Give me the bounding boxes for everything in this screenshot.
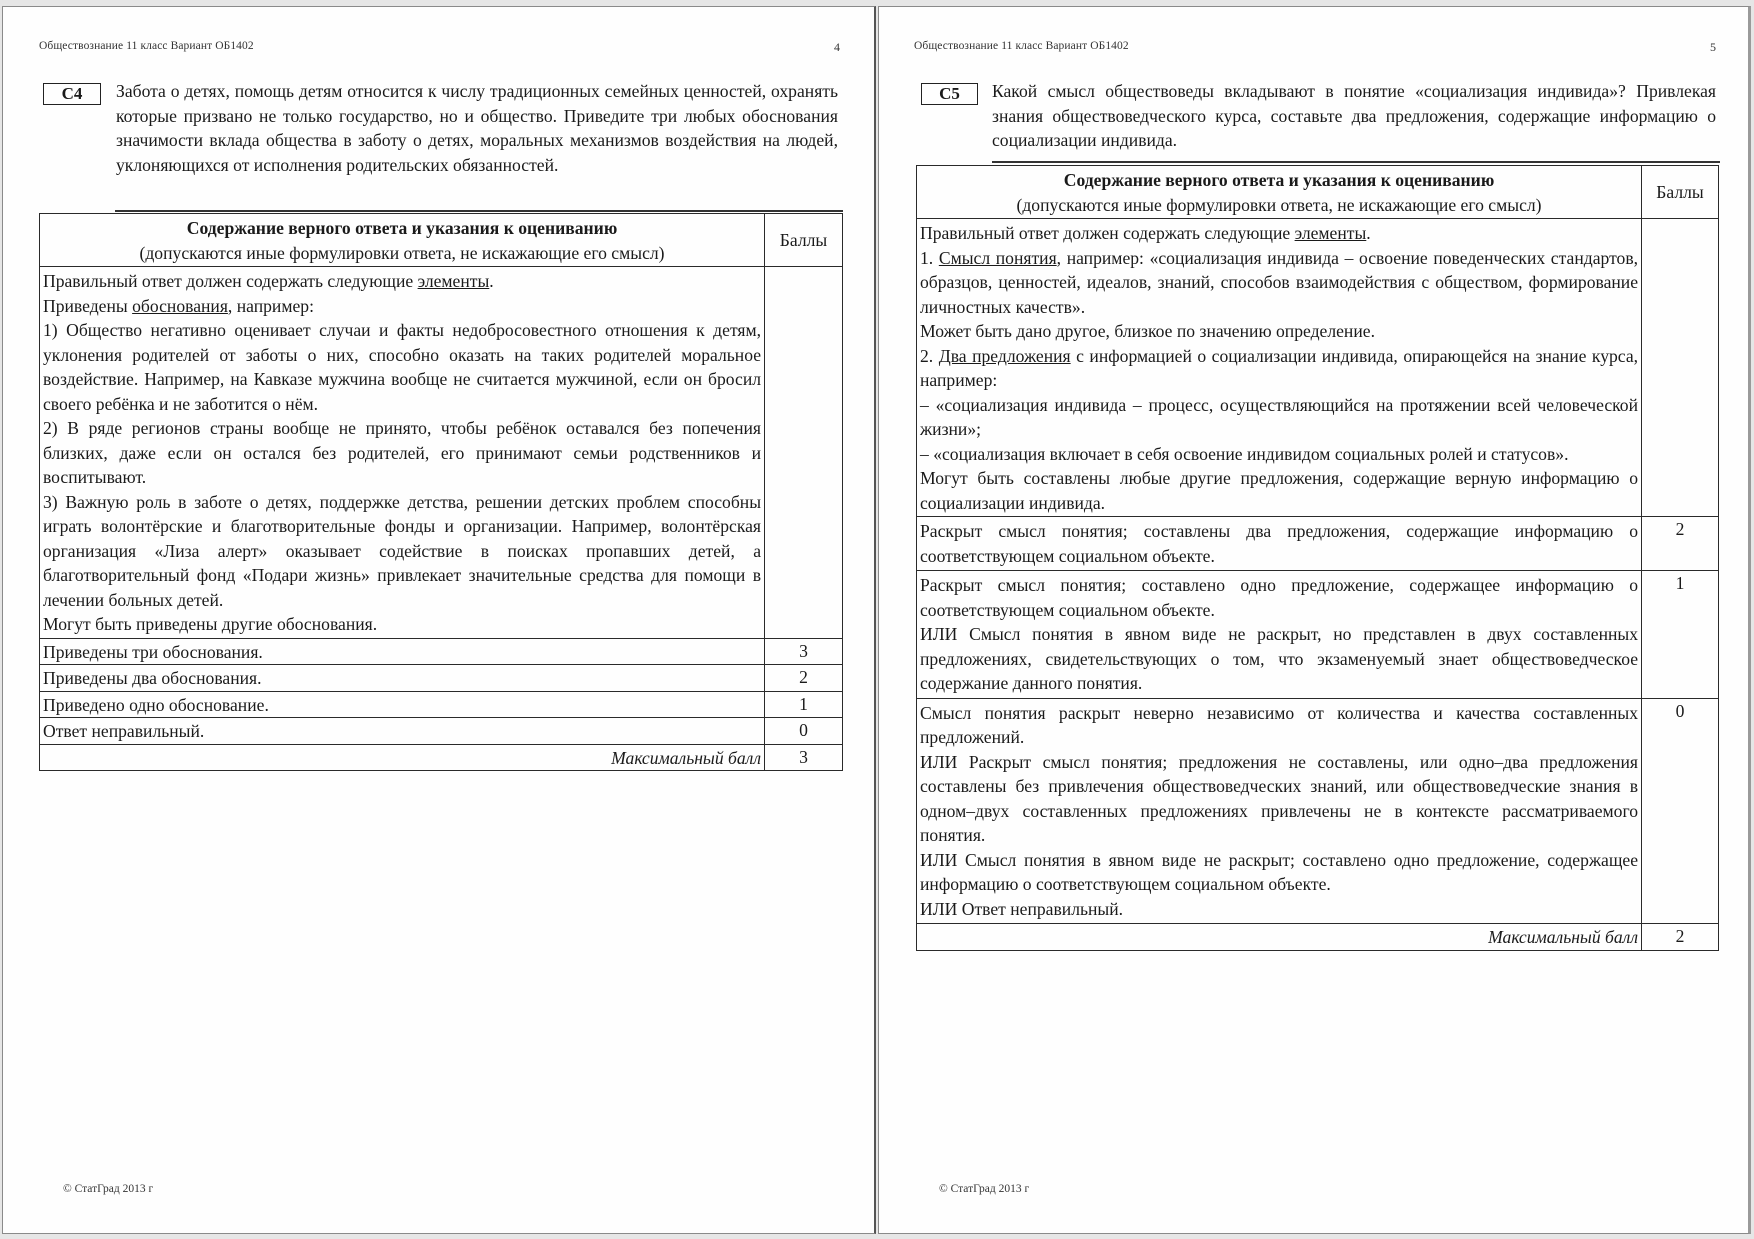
element-text: с информацией о социализации индивида, опирающейся на знание курса, например:: [920, 345, 1639, 390]
task-label: С4: [43, 83, 101, 105]
header-content-cell: [40, 214, 765, 267]
score-cell: 0: [1642, 698, 1719, 924]
table-row-answer-content: [917, 219, 1719, 517]
criterion-cell: [917, 698, 1642, 924]
answer-content-cell: [40, 267, 765, 639]
intro-suffix: .: [489, 271, 494, 291]
criterion-cell: Приведены два обоснования.: [40, 665, 765, 692]
intro-line: [920, 221, 1638, 246]
table-row: [40, 718, 843, 745]
example-sentence: – «социализация индивида – процесс, осуществляющийся на протяжении всей человеческой жизни»;: [920, 394, 1639, 439]
element-1-note: Может быть дано другое, близкое по значению определение.: [920, 321, 1375, 341]
table-header-row: [917, 166, 1719, 219]
table-row: [40, 638, 843, 665]
intro-suffix: .: [1366, 223, 1371, 243]
header-title: Содержание верного ответа и указания к оцениванию: [1063, 170, 1495, 190]
criterion-cell: Ответ неправильный.: [40, 718, 765, 745]
closing-note: Могут быть приведены другие обоснования.: [43, 614, 378, 634]
grading-table: [916, 165, 1719, 951]
closing-note: Могут быть составлены любые другие предложения, содержащие верную информацию о социализации индивида.: [920, 468, 1639, 513]
page-number: 5: [1710, 40, 1716, 54]
task-label: С5: [921, 83, 978, 105]
table-row: [917, 571, 1719, 699]
empty-score-cell: [1642, 219, 1719, 517]
page-number: 4: [834, 40, 840, 54]
max-score-label: Максимальный балл: [40, 744, 765, 771]
criterion-text: Смысл понятия раскрыт неверно независимо от количества и качества составленных предложений.: [920, 702, 1639, 747]
element-2: [920, 344, 1638, 393]
intro-keyword: элементы: [1294, 223, 1367, 243]
score-cell: 2: [1642, 517, 1719, 571]
header-score: Баллы: [765, 214, 843, 267]
table-row: [40, 691, 843, 718]
lead-line: [43, 294, 761, 319]
table-row-max-score: [917, 924, 1719, 951]
header-subtitle: (допускаются иные формулировки ответа, не искажающие его смысл): [139, 242, 665, 263]
answer-content-cell: [917, 219, 1642, 517]
document-page-4: [2, 6, 876, 1234]
document-page-5: [878, 6, 1751, 1234]
score-cell: 2: [765, 665, 843, 692]
intro-text: Правильный ответ должен содержать следующие: [43, 271, 418, 291]
criterion-text: ИЛИ Ответ неправильный.: [920, 898, 1124, 919]
criterion-text: Раскрыт смысл понятия; составлено одно предложение, содержащее информацию о соответствующем социальном объекте.: [920, 575, 1639, 620]
justification-item: 2) В ряде регионов страны вообще не принято, чтобы ребёнок оставался без попечения близких, даже если он остался без родителей, его принимают семьи родственников и воспитывают.: [43, 418, 762, 487]
running-head: Обществознание 11 класс Вариант ОБ1402: [39, 40, 254, 52]
header-subtitle: (допускаются иные формулировки ответа, не искажающие его смысл): [1016, 194, 1542, 215]
criterion-text: Раскрыт смысл понятия; составлены два предложения, содержащие информацию о соответствующем социальном объекте.: [920, 521, 1639, 566]
criterion-cell: Приведены три обоснования.: [40, 638, 765, 665]
lead-suffix: , например:: [227, 295, 314, 316]
header-title: Содержание верного ответа и указания к оцениванию: [186, 218, 618, 238]
empty-score-cell: [765, 267, 843, 639]
lead-keyword: обоснования: [132, 295, 228, 316]
justification-item: 1) Общество негативно оценивает случаи и факты недобросовестного отношения к детям, уклонения родителей от заботы о них, способно оказать на таких родителей моральное воздействие. Например, на Кавказе мужчина вообще не считается мужчиной, если он бросил своего ребёнка и не заботится о нём.: [43, 320, 762, 414]
intro-line: [43, 269, 761, 294]
score-cell: 3: [765, 638, 843, 665]
table-row: [917, 517, 1719, 571]
element-text: , например: «социализация индивида – освоение поведенческих стандартов, образцов, ценностей, идеалов, знаний, способов взаимодействия с обществом, формирование личностных качеств».: [920, 247, 1639, 317]
element-number: 2.: [920, 345, 939, 366]
justification-item: 3) Важную роль в заботе о детях, поддержке детства, решении детских проблем способны играть волонтёрские и благотворительные фонды и организации. Например, волонтёрская организация «Лиза алерт» оказывает содействие в поисках пропавших детей, а благотворительный фонд «Подари жизнь» привлекает значительные средства для помощи в лечении больных детей.: [43, 491, 762, 610]
element-number: 1.: [920, 247, 939, 268]
criterion-cell: [917, 571, 1642, 699]
table-header-row: [40, 214, 843, 267]
table-row: [40, 665, 843, 692]
task-question: Какой смысл обществоведы вкладывают в понятие «социализация индивида»? Привлекая знания обществоведческого курса, составьте два предложения, содержащие информацию о социализации индивида.: [992, 81, 1716, 150]
score-cell: 0: [765, 718, 843, 745]
divider-rule: [115, 210, 843, 212]
header-score: Баллы: [1642, 166, 1719, 219]
lead-text: Приведены: [43, 295, 133, 316]
table-row-answer-content: [40, 267, 843, 639]
criterion-cell: [917, 517, 1642, 571]
element-1: [920, 246, 1638, 320]
intro-text: Правильный ответ должен содержать следующие: [920, 223, 1295, 243]
criterion-cell: Приведено одно обоснование.: [40, 691, 765, 718]
copyright-footer: © СтатГрад 2013 г: [63, 1183, 154, 1195]
copyright-footer: © СтатГрад 2013 г: [939, 1183, 1030, 1195]
divider-rule: [992, 161, 1720, 163]
element-keyword: Смысл понятия: [938, 247, 1057, 268]
max-score-value: 3: [765, 744, 843, 771]
score-cell: 1: [1642, 571, 1719, 699]
intro-keyword: элементы: [417, 271, 490, 291]
table-row-max-score: [40, 744, 843, 771]
criterion-text: ИЛИ Смысл понятия в явном виде не раскрыт; составлено одно предложение, содержащее информацию о соответствующем социальном объекте.: [920, 849, 1639, 894]
example-sentence: – «социализация включает в себя освоение индивидом социальных ролей и статусов».: [920, 443, 1569, 464]
header-content-cell: [917, 166, 1642, 219]
grading-table: [39, 213, 843, 771]
task-question: Забота о детях, помощь детям относится к числу традиционных семейных ценностей, охранять которые призвано не только государство, но и общество. Приведите три любых обоснования значимости вклада общества в заботу о детях, моральных механизмов воздействия на людей, уклоняющихся от исполнения родительских обязанностей.: [116, 81, 838, 175]
max-score-value: 2: [1642, 924, 1719, 951]
element-keyword: Два предложения: [938, 345, 1071, 366]
table-row: [917, 698, 1719, 924]
criterion-text: ИЛИ Смысл понятия в явном виде не раскрыт, но представлен в двух составленных предложениях, свидетельствующих о том, что экзаменуемый знает обществоведческое содержание данного понятия.: [920, 624, 1639, 693]
max-score-label: Максимальный балл: [917, 924, 1642, 951]
score-cell: 1: [765, 691, 843, 718]
criterion-text: ИЛИ Раскрыт смысл понятия; предложения не составлены, или одно–два предложения составлены без привлечения обществоведческих знаний, или обществоведческие знания в одном–двух составленных предложениях привлечены не в контексте рассматриваемого понятия.: [920, 751, 1639, 845]
running-head: Обществознание 11 класс Вариант ОБ1402: [914, 40, 1129, 52]
